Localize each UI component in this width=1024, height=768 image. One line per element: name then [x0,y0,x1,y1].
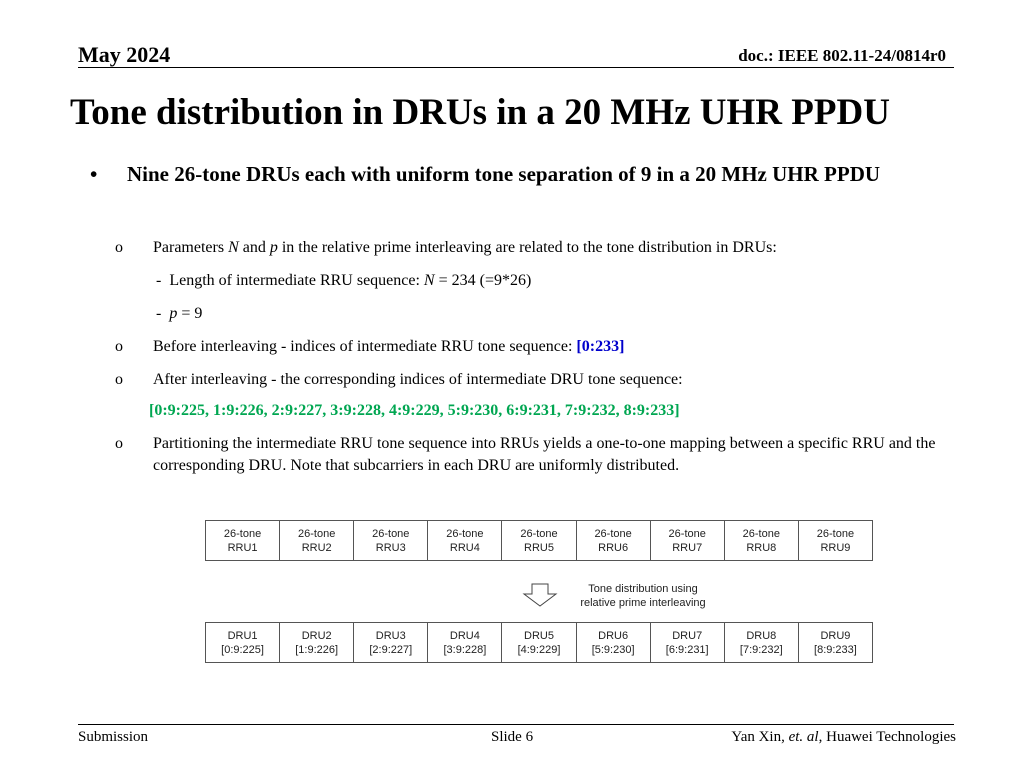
footer-author: Yan Xin, et. al, Huawei Technologies [731,729,956,745]
dru-box: DRU9 [8:9:233] [814,629,857,656]
rru-row [205,520,873,561]
rru-index-range: [0:233] [576,338,625,355]
partition-text: Partitioning the intermediate RRU tone sequence into RRUs yields a one-to-one mapping between a specific RRU and the corresponding DRU. Note that subcarriers in each DRU are uniformly distributed. [153,435,936,474]
param-n: N [228,239,239,256]
rru-box: 26-tone RRU4 [428,521,502,560]
rru-box: 26-tone RRU1 [206,521,280,560]
dru-box: DRU3 [2:9:227] [354,623,428,662]
dru-box: DRU6 [5:9:230] [577,623,651,662]
dash-item-p [156,303,202,325]
dru-box: DRU5 [4:9:229] [502,623,576,662]
footer-slide-number: Slide 6 [491,729,534,745]
footer-rule [78,724,954,725]
p-symbol: p [169,305,178,322]
rru-box: 26-tone RRU5 [502,521,576,560]
length-pre: Length of intermediate RRU sequence: [169,272,424,289]
header-doc-id: doc.: IEEE 802.11-24/0814r0 [738,46,946,65]
footer-submission: Submission [78,729,149,745]
after-text: After interleaving - the corresponding indices of intermediate DRU tone sequence: [153,371,683,388]
p-value: = 9 [177,305,203,322]
dru-box: DRU7 [6:9:231] [651,623,725,662]
rru-box: 26-tone RRU6 [577,521,651,560]
sub-bullet-marker: o [115,371,123,388]
rru-box: 26-tone RRU2 [280,521,354,560]
bullet-marker: • [90,162,98,186]
rru-box: 26-tone RRU8 [725,521,799,560]
dru-index-sequence: [0:9:225, 1:9:226, 2:9:227, 3:9:228, 4:9:229, 5:9:230, 6:9:231, 7:9:232, 8:9:233] [149,402,680,419]
rru-box: 26-tone RRU3 [354,521,428,560]
dash-marker: - [156,272,162,289]
parameters-text [153,237,995,259]
arrow-label-line-2: relative prime interleaving [580,597,706,609]
sub-bullet-marker: o [115,239,123,256]
dru-box: DRU2 [1:9:226] [280,623,354,662]
param-p: p [269,239,278,256]
dru-row [205,622,873,663]
length-n: N [423,272,435,289]
header-rule [78,67,954,68]
sub-bullet-marker: o [115,338,123,355]
dru-box: DRU8 [7:9:232] [725,623,799,662]
dash-marker: - [156,305,162,322]
before-text [153,336,995,358]
params-post: in the relative prime interleaving are related to the tone distribution in DRUs: [277,239,777,256]
dru-box: DRU1 [0:9:225] [206,623,280,662]
rru-box: 26-tone RRU7 [651,521,725,560]
down-arrow-icon [522,583,558,607]
length-post: = 234 (=9*26) [434,272,532,289]
before-label: Before interleaving - indices of intermediate RRU tone sequence: [153,338,577,355]
dru-box: DRU4 [3:9:228] [428,623,502,662]
params-mid: and [238,239,270,256]
sub-bullet-marker: o [115,435,123,452]
header-date: May 2024 [78,42,171,67]
main-bullet-text: Nine 26-tone DRUs each with uniform tone separation of 9 in a 20 MHz UHR PPDU [127,162,881,186]
arrow-label [568,582,718,610]
rru-box: 26-tone RRU9 [816,527,855,554]
slide-title: Tone distribution in DRUs in a 20 MHz UHR PPDU [70,92,890,133]
params-pre: Parameters [153,239,229,256]
arrow-label-line-1: Tone distribution using [588,583,698,595]
dash-item-length [156,270,531,292]
